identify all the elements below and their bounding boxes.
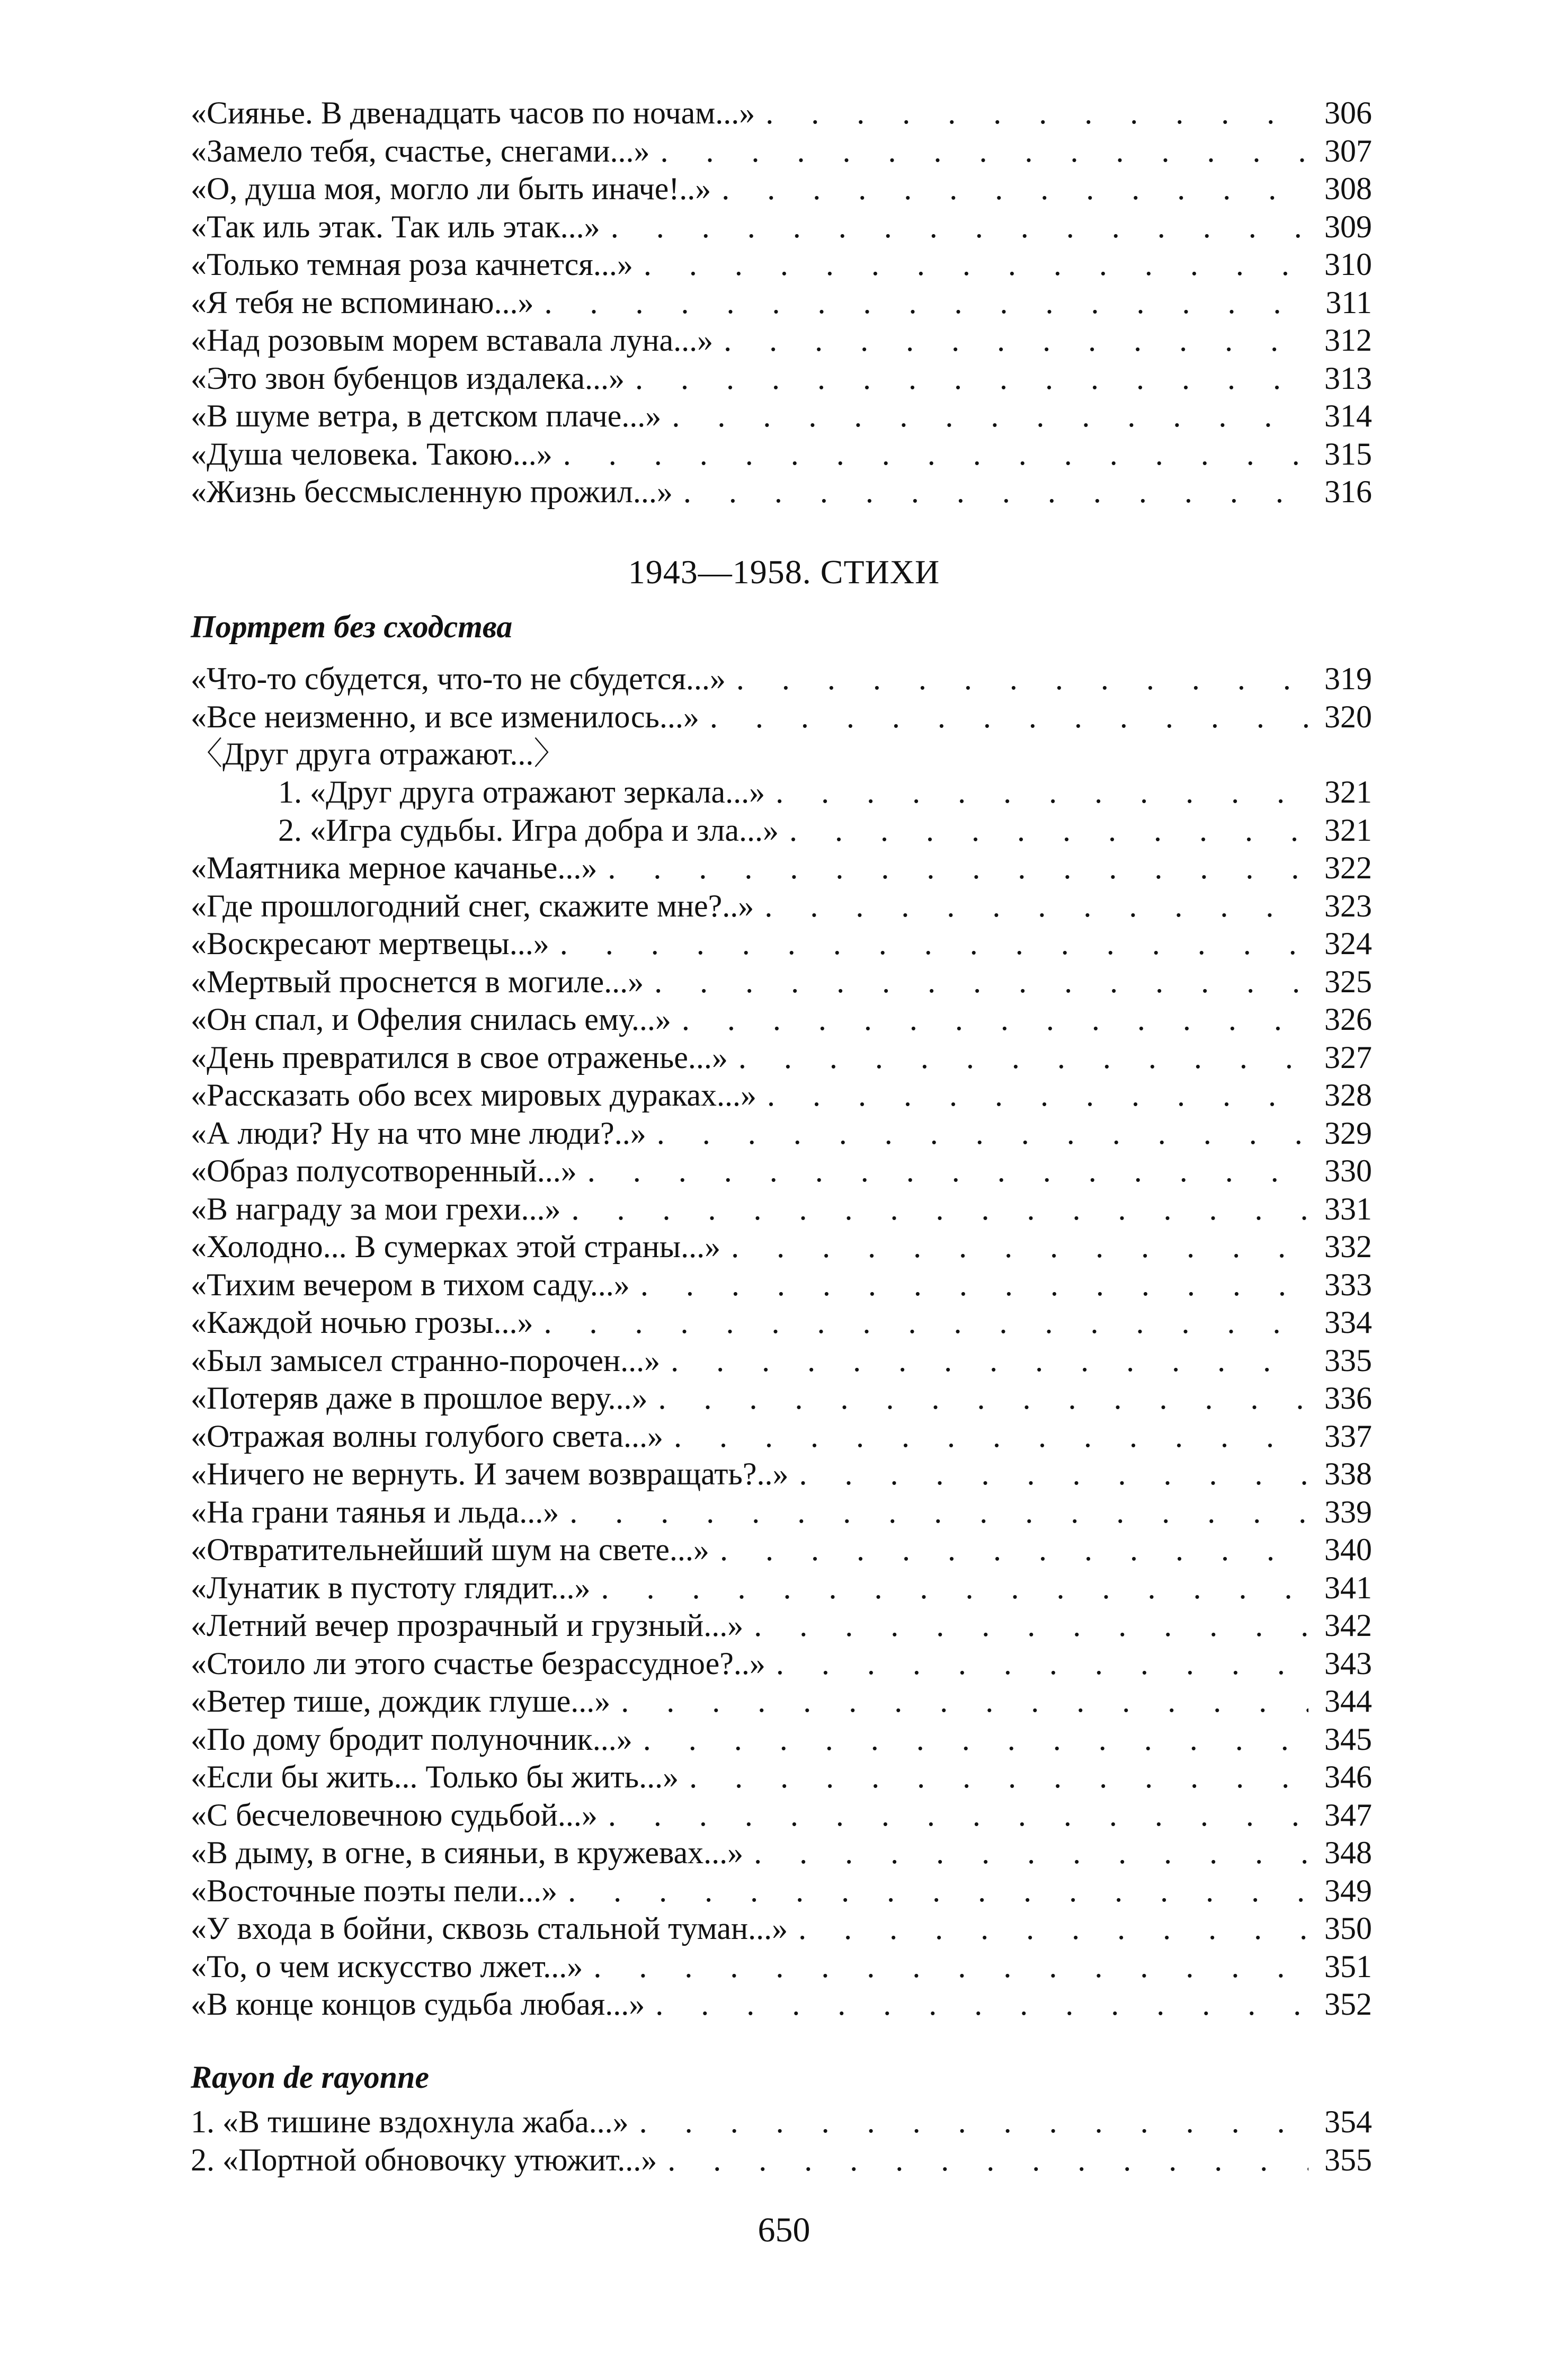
dot-leader bbox=[789, 1455, 1308, 1492]
entry-title: «Ветер тише, дождик глуше...» bbox=[191, 1684, 611, 1719]
entry-page-number: 324 bbox=[1324, 926, 1372, 961]
page-number: 650 bbox=[758, 2211, 810, 2249]
entry-title: «Потеряв даже в прошлое веру...» bbox=[191, 1381, 648, 1416]
dot-leader bbox=[533, 284, 1308, 321]
toc-entry bbox=[191, 1342, 1372, 1379]
toc-entry bbox=[191, 1001, 1372, 1038]
dot-leader bbox=[765, 1645, 1308, 1682]
entry-title: «На грани таянья и льда...» bbox=[191, 1494, 559, 1529]
toc-entry bbox=[191, 1910, 1372, 1947]
dot-leader bbox=[720, 1228, 1308, 1265]
entry-title: «А люди? Ну на что мне люди?..» bbox=[191, 1115, 646, 1151]
entry-page-number: 316 bbox=[1324, 474, 1372, 509]
dot-leader bbox=[657, 2141, 1308, 2178]
entry-page-number: 337 bbox=[1324, 1418, 1372, 1454]
entry-title: «Над розовым морем вставала луна...» bbox=[191, 323, 714, 358]
toc-entry bbox=[191, 1152, 1372, 1189]
entry-title: «Где прошлогодний снег, скажите мне?..» bbox=[191, 888, 754, 923]
entry-page-number: 325 bbox=[1324, 964, 1372, 999]
entry-page-number: 307 bbox=[1324, 133, 1372, 168]
entry-title: «Только темная роза качнется...» bbox=[191, 247, 633, 282]
entry-page-number: 354 bbox=[1324, 2104, 1372, 2139]
entry-page-number: 347 bbox=[1324, 1797, 1372, 1832]
entry-title: «В дыму, в огне, в сияньи, в кружевах...» bbox=[191, 1835, 744, 1870]
dot-leader bbox=[754, 887, 1308, 924]
toc-entry bbox=[191, 284, 1372, 321]
dot-leader bbox=[610, 1683, 1308, 1720]
dot-leader bbox=[743, 1834, 1308, 1871]
entry-page-number: 311 bbox=[1325, 284, 1372, 320]
toc-entry bbox=[191, 170, 1372, 207]
entry-title: «Сиянье. В двенадцать часов по ночам...» bbox=[191, 95, 755, 130]
entry-title: «С бесчеловечною судьбой...» bbox=[191, 1797, 598, 1832]
dot-leader bbox=[756, 1076, 1308, 1114]
dot-leader bbox=[561, 1190, 1309, 1227]
entry-title: «Рассказать обо всех мировых дураках...» bbox=[191, 1078, 756, 1113]
entry-page-number: 345 bbox=[1324, 1721, 1372, 1757]
entry-title: «То, о чем искусство лжет...» bbox=[191, 1948, 583, 1984]
entry-page-number: 346 bbox=[1324, 1759, 1372, 1794]
entry-title: «В шуме ветра, в детском плаче...» bbox=[191, 398, 662, 433]
entry-page-number: 350 bbox=[1324, 1911, 1372, 1946]
toc-entry bbox=[191, 1531, 1372, 1568]
entry-page-number: 331 bbox=[1324, 1191, 1372, 1226]
dot-leader bbox=[713, 322, 1308, 359]
entry-title: «Летний вечер прозрачный и грузный...» bbox=[191, 1608, 744, 1643]
toc-entry bbox=[191, 963, 1372, 1000]
dot-leader bbox=[788, 1910, 1308, 1947]
toc-entry bbox=[191, 1190, 1372, 1227]
entry-page-number: 349 bbox=[1324, 1873, 1372, 1908]
toc-entry bbox=[191, 1304, 1372, 1341]
entry-title: 2. «Портной обновочку утюжит...» bbox=[191, 2142, 657, 2177]
entry-title: «День превратился в свое отраженье...» bbox=[191, 1039, 728, 1075]
entry-title: «Воскресают мертвецы...» bbox=[191, 926, 549, 961]
dot-leader bbox=[577, 1152, 1308, 1189]
dot-leader bbox=[600, 208, 1308, 245]
entry-title: «По дому бродит полуночник...» bbox=[191, 1721, 632, 1757]
entry-title: «В конце концов судьба любая...» bbox=[191, 1987, 645, 2022]
entry-page-number: 326 bbox=[1324, 1002, 1372, 1037]
dot-leader bbox=[663, 1418, 1308, 1455]
dot-leader bbox=[598, 1796, 1308, 1834]
entry-title: «Лунатик в пустоту глядит...» bbox=[191, 1570, 591, 1605]
entry-title: «Я тебя не вспоминаю...» bbox=[191, 284, 534, 320]
toc-entry bbox=[191, 1834, 1372, 1871]
dot-leader bbox=[660, 1342, 1308, 1379]
entry-title: «Отвратительнейший шум на свете...» bbox=[191, 1532, 709, 1567]
entry-page-number: 328 bbox=[1324, 1078, 1372, 1113]
dot-leader bbox=[699, 698, 1308, 735]
dot-leader bbox=[632, 1721, 1308, 1758]
dot-leader bbox=[549, 925, 1308, 962]
entry-title: «Он спал, и Офелия снилась ему...» bbox=[191, 1002, 671, 1037]
dot-leader bbox=[726, 660, 1308, 697]
dot-leader bbox=[648, 1380, 1308, 1417]
dot-leader bbox=[533, 1304, 1309, 1341]
entry-page-number: 321 bbox=[1324, 812, 1372, 848]
entry-title: «Каждой ночью грозы...» bbox=[191, 1305, 533, 1340]
subsection-title-portrait: Портрет без сходства bbox=[191, 609, 513, 644]
entry-title: «Стоило ли этого счастье безрассудное?..» bbox=[191, 1645, 765, 1681]
toc-entry bbox=[191, 925, 1372, 962]
entry-title: «Если бы жить... Только бы жить...» bbox=[191, 1759, 679, 1794]
dot-leader bbox=[646, 1115, 1308, 1152]
toc-entry bbox=[191, 1115, 1372, 1152]
entry-page-number: 312 bbox=[1324, 323, 1372, 358]
toc-entry bbox=[191, 94, 1372, 131]
entry-page-number: 352 bbox=[1324, 1987, 1372, 2022]
toc-entry bbox=[191, 1039, 1372, 1076]
entry-page-number: 343 bbox=[1324, 1645, 1372, 1681]
entry-page-number: 332 bbox=[1324, 1229, 1372, 1264]
toc-entry bbox=[191, 1418, 1372, 1455]
dot-leader bbox=[728, 1039, 1308, 1076]
entry-page-number: 319 bbox=[1324, 661, 1372, 696]
toc-entry bbox=[191, 132, 1372, 170]
dot-leader bbox=[779, 812, 1308, 849]
entry-title: «Замело тебя, счастье, снегами...» bbox=[191, 133, 650, 168]
entry-page-number: 314 bbox=[1324, 398, 1372, 433]
dot-leader bbox=[765, 773, 1308, 811]
dot-leader bbox=[755, 94, 1308, 131]
entry-page-number: 327 bbox=[1324, 1039, 1372, 1075]
entry-page-number: 310 bbox=[1324, 247, 1372, 282]
dot-leader bbox=[590, 1569, 1308, 1606]
toc-entry bbox=[191, 1683, 1372, 1720]
dot-leader bbox=[709, 1531, 1308, 1568]
toc-entry bbox=[191, 1266, 1372, 1303]
entry-title: «В награду за мои грехи...» bbox=[191, 1191, 561, 1226]
entry-title: «Жизнь бессмысленную прожил...» bbox=[191, 474, 673, 509]
dot-leader bbox=[630, 1266, 1308, 1303]
entry-page-number: 348 bbox=[1324, 1835, 1372, 1870]
toc-entry bbox=[191, 698, 1372, 735]
entry-page-number: 308 bbox=[1324, 171, 1372, 206]
toc-entry bbox=[191, 660, 1372, 697]
entry-page-number: 340 bbox=[1324, 1532, 1372, 1567]
entry-title: «Ничего не вернуть. И зачем возвращать?..» bbox=[191, 1456, 789, 1491]
entry-page-number: 322 bbox=[1324, 850, 1372, 885]
dot-leader bbox=[553, 435, 1308, 473]
toc-entry bbox=[191, 473, 1372, 510]
toc-entry bbox=[191, 1076, 1372, 1114]
entry-title: «Мертвый проснется в могиле...» bbox=[191, 964, 644, 999]
dot-leader bbox=[644, 963, 1308, 1000]
toc-entry bbox=[191, 435, 1372, 473]
entry-page-number: 306 bbox=[1324, 95, 1372, 130]
dot-leader bbox=[629, 2103, 1308, 2140]
group-label: 〈Друг друга отражают...〉 bbox=[191, 736, 566, 771]
toc-entry bbox=[191, 360, 1372, 397]
entry-page-number: 309 bbox=[1324, 209, 1372, 244]
entry-page-number: 333 bbox=[1324, 1267, 1372, 1302]
dot-leader bbox=[743, 1607, 1308, 1644]
entry-title: «Это звон бубенцов издалека...» bbox=[191, 360, 625, 396]
toc-entry bbox=[191, 208, 1372, 245]
toc-entry bbox=[191, 1493, 1372, 1530]
toc-entry bbox=[191, 246, 1372, 283]
toc-entry bbox=[191, 397, 1372, 434]
dot-leader bbox=[711, 170, 1308, 207]
dot-leader bbox=[649, 132, 1308, 170]
entry-title: 1. «Друг друга отражают зеркала...» bbox=[278, 775, 765, 809]
entry-title: «Что-то сбудется, что-то не сбудется...» bbox=[191, 661, 726, 696]
toc-entry bbox=[191, 1872, 1372, 1909]
entry-page-number: 315 bbox=[1324, 436, 1372, 471]
entry-page-number: 355 bbox=[1324, 2142, 1372, 2177]
entry-page-number: 339 bbox=[1324, 1494, 1372, 1529]
toc-entry bbox=[191, 1645, 1372, 1682]
entry-title: «Образ полусотворенный...» bbox=[191, 1153, 577, 1188]
entry-title: «Был замысел странно-порочен...» bbox=[191, 1342, 661, 1378]
dot-leader bbox=[673, 473, 1308, 510]
entry-page-number: 351 bbox=[1324, 1948, 1372, 1984]
toc-entry bbox=[191, 1228, 1372, 1265]
entry-page-number: 341 bbox=[1324, 1570, 1372, 1605]
entry-title: «Отражая волны голубого света...» bbox=[191, 1418, 664, 1454]
dot-leader bbox=[597, 849, 1308, 886]
entry-title: «Маятника мерное качанье...» bbox=[191, 850, 598, 885]
toc-entry bbox=[191, 1986, 1372, 2023]
toc-entry bbox=[191, 1455, 1372, 1492]
subsection-title-rayon: Rayon de rayonne bbox=[191, 2060, 429, 2095]
dot-leader bbox=[671, 1001, 1308, 1038]
entry-page-number: 342 bbox=[1324, 1608, 1372, 1643]
dot-leader bbox=[633, 246, 1308, 283]
entry-page-number: 329 bbox=[1324, 1115, 1372, 1151]
toc-entry bbox=[191, 322, 1372, 359]
entry-title: «Тихим вечером в тихом саду...» bbox=[191, 1267, 630, 1302]
entry-page-number: 336 bbox=[1324, 1381, 1372, 1416]
entry-page-number: 338 bbox=[1324, 1456, 1372, 1491]
dot-leader bbox=[557, 1872, 1308, 1909]
dot-leader bbox=[645, 1986, 1308, 2023]
dot-leader bbox=[679, 1758, 1308, 1795]
dot-leader bbox=[625, 360, 1308, 397]
entry-page-number: 335 bbox=[1324, 1342, 1372, 1378]
entry-title: 2. «Игра судьбы. Игра добра и зла...» bbox=[278, 812, 779, 848]
entry-title: «Холодно... В сумерках этой страны...» bbox=[191, 1229, 721, 1264]
section-heading: 1943—1958. СТИХИ bbox=[628, 553, 940, 591]
toc-entry bbox=[191, 1721, 1372, 1758]
entry-title: «У входа в бойни, сквозь стальной туман...» bbox=[191, 1911, 788, 1946]
entry-page-number: 313 bbox=[1324, 360, 1372, 396]
entry-title: 1. «В тишине вздохнула жаба...» bbox=[191, 2104, 629, 2139]
dot-leader bbox=[583, 1948, 1308, 1985]
entry-page-number: 321 bbox=[1324, 775, 1372, 809]
toc-entry bbox=[191, 1948, 1372, 1985]
toc-entry bbox=[191, 849, 1372, 886]
entry-title: «Все неизменно, и все изменилось...» bbox=[191, 699, 699, 734]
toc-entry bbox=[191, 887, 1372, 924]
entry-page-number: 320 bbox=[1324, 699, 1372, 734]
toc-entry bbox=[191, 1607, 1372, 1644]
toc-entry bbox=[191, 2141, 1372, 2178]
entry-page-number: 330 bbox=[1324, 1153, 1372, 1188]
entry-page-number: 323 bbox=[1324, 888, 1372, 923]
entry-title: «Душа человека. Такою...» bbox=[191, 436, 553, 471]
entry-page-number: 334 bbox=[1324, 1305, 1372, 1340]
toc-entry bbox=[191, 1758, 1372, 1795]
toc-entry bbox=[191, 2103, 1372, 2140]
toc-subentry bbox=[278, 773, 1372, 811]
entry-title: «Восточные поэты пели...» bbox=[191, 1873, 558, 1908]
dot-leader bbox=[559, 1493, 1308, 1530]
entry-page-number: 344 bbox=[1324, 1684, 1372, 1719]
entry-title: «О, душа моя, могло ли быть иначе!..» bbox=[191, 171, 711, 206]
toc-entry bbox=[191, 1380, 1372, 1417]
toc-subentry bbox=[278, 812, 1372, 849]
toc-entry bbox=[191, 1796, 1372, 1834]
dot-leader bbox=[661, 397, 1308, 434]
toc-entry bbox=[191, 1569, 1372, 1606]
entry-title: «Так иль этак. Так иль этак...» bbox=[191, 209, 600, 244]
